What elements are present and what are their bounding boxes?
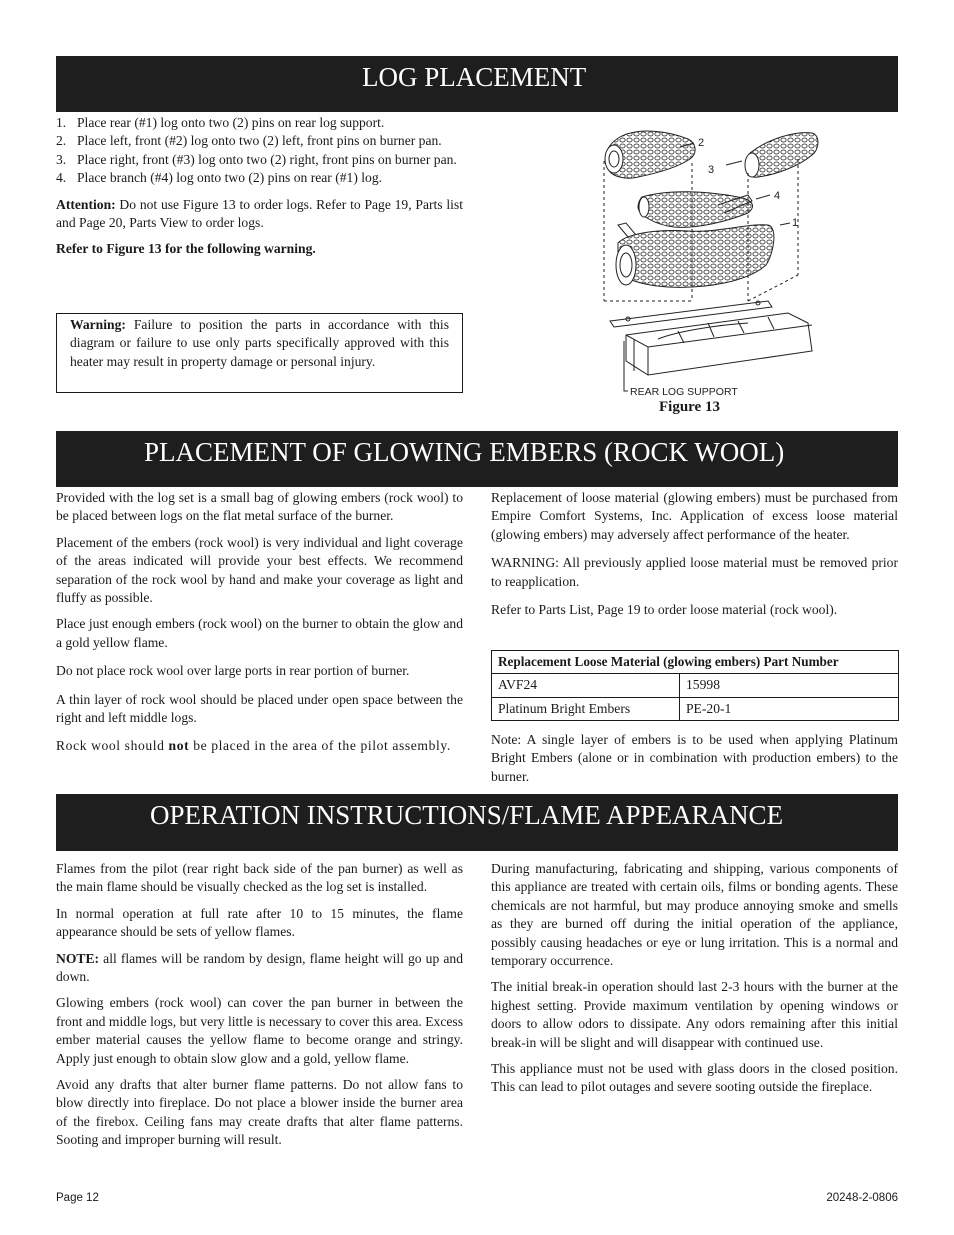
callout-3: 3 bbox=[708, 164, 715, 176]
log-placement-diagram bbox=[598, 125, 838, 405]
embers-paragraph: Replacement of loose material (glowing embers) must be purchased from Empire Comfort Systems, Inc. Application of excess loose material (glowing embers) may adversely affect performance of the heater. bbox=[491, 490, 898, 542]
log-placement-banner bbox=[56, 56, 898, 112]
table-header: Replacement Loose Material (glowing embers) Part Number bbox=[492, 651, 899, 674]
log-2 bbox=[605, 131, 695, 178]
rear-log-support-label: REAR LOG SUPPORT bbox=[630, 386, 738, 398]
table-header-row bbox=[492, 651, 899, 674]
log-3 bbox=[745, 133, 818, 177]
operation-paragraph: During manufacturing, fabricating and shipping, various components of this appliance are treated with certain oils, films or bonding agents. These chemicals are not harmful, but may produce annoying smoke and smells as they are burned off during the initial operation of the appliance, possibly causing headaches or eye or lung irritation. This is a normal and temporary occurrence. bbox=[491, 861, 898, 969]
embers-paragraph-pilot: Rock wool should not be placed in the area of the pilot assembly. bbox=[56, 738, 451, 754]
refer-warning-line: Refer to Figure 13 for the following warning. bbox=[56, 241, 316, 257]
embers-paragraph: Do not place rock wool over large ports in rear portion of burner. bbox=[56, 663, 410, 679]
warning-label: Warning: bbox=[70, 317, 126, 332]
document-number: 20248-2-0806 bbox=[826, 1192, 898, 1204]
table-row bbox=[492, 697, 899, 720]
table-row bbox=[492, 674, 899, 697]
loose-material-table bbox=[491, 650, 899, 721]
log-1 bbox=[616, 223, 774, 287]
embers-paragraph: WARNING: All previously applied loose material must be removed prior to reapplication. bbox=[491, 555, 898, 589]
operation-paragraph: This appliance must not be used with glass doors in the closed position. This can lead to pilot outages and severe sooting outside the fireplace. bbox=[491, 1061, 898, 1095]
list-item: 3. Place right, front (#3) log onto two (2) right, front pins on burner pan. bbox=[56, 151, 457, 167]
embers-paragraph: A thin layer of rock wool should be placed under open space between the right and left middle logs. bbox=[56, 691, 463, 726]
log-placement-steps-column bbox=[56, 114, 463, 267]
list-item: 1. Place rear (#1) log onto two (2) pins on rear log support. bbox=[56, 115, 385, 130]
table-cell-part: 15998 bbox=[680, 674, 899, 697]
embers-paragraph: Provided with the log set is a small bag of glowing embers (rock wool) to be placed between logs on the flat metal surface of the burner. bbox=[56, 490, 463, 524]
burner-pan bbox=[610, 301, 812, 375]
operation-banner bbox=[56, 794, 898, 851]
log-placement-title: LOG PLACEMENT bbox=[362, 62, 587, 92]
embers-paragraph: Refer to Parts List, Page 19 to order loose material (rock wool). bbox=[491, 602, 838, 618]
page-number: Page 12 bbox=[56, 1192, 99, 1204]
figure-caption: Figure 13 bbox=[659, 399, 720, 415]
operation-paragraph: The initial break-in operation should last 2-3 hours with the burner at the highest setting. Provide maximum ventilation by opening windows or doors to allow odors to dissipate. Any odors remaining after this initial break-in will be slight and will disappear with continued use. bbox=[491, 979, 898, 1050]
table-cell-part: PE-20-1 bbox=[680, 697, 899, 720]
callout-2: 2 bbox=[698, 137, 705, 149]
log-steps-list bbox=[56, 114, 463, 188]
table-cell-name: Platinum Bright Embers bbox=[492, 697, 680, 720]
attention-paragraph: Attention: Do not use Figure 13 to order logs. Refer to Page 19, Parts list and Page 20, Parts View to order logs. bbox=[56, 196, 463, 231]
operation-left-column bbox=[56, 860, 463, 1158]
list-item: 4. Place branch (#4) log onto two (2) pins on rear (#1) log. bbox=[56, 170, 383, 186]
operation-title: OPERATION INSTRUCTIONS/FLAME APPEARANCE bbox=[150, 800, 784, 830]
operation-paragraph: Avoid any drafts that alter burner flame patterns. Do not allow fans to blow directly into fireplace. Do not place a blower inside the burner area of the firebox. Ceiling fans may create drafts that alter flame patterns. Sooting and improper burning will result. bbox=[56, 1077, 463, 1148]
embers-paragraph: Place just enough embers (rock wool) on the burner to obtain the glow and a gold yellow flame. bbox=[56, 616, 463, 650]
embers-note: Note: A single layer of embers is to be used when applying Platinum Bright Embers (alone or in combination with production embers) to the burner. bbox=[491, 732, 898, 784]
log-4 bbox=[638, 192, 753, 228]
table-cell-name: AVF24 bbox=[492, 674, 680, 697]
embers-title: PLACEMENT OF GLOWING EMBERS (ROCK WOOL) bbox=[144, 437, 785, 467]
list-item: 2. Place left, front (#2) log onto two (2) left, front pins on burner pan. bbox=[56, 133, 442, 149]
operation-right-column bbox=[491, 860, 898, 1105]
operation-paragraph: In normal operation at full rate after 10 to 15 minutes, the flame appearance should be sets of yellow flames. bbox=[56, 905, 463, 940]
embers-banner bbox=[56, 431, 898, 487]
warning-text: Failure to position the parts in accordance with this diagram or failure to use only parts specifically approved with this heater may result in property damage or personal injury. bbox=[70, 317, 449, 369]
callout-1: 1 bbox=[792, 217, 799, 229]
operation-note: NOTE: all flames will be random by design, flame height will go up and down. bbox=[56, 950, 463, 985]
warning-box bbox=[56, 313, 463, 393]
embers-paragraph: Placement of the embers (rock wool) is very individual and light coverage of the areas indicated will provide your best effects. We recommend separation of the rock wool by hand and make your coverage as light and fluffy as possible. bbox=[56, 534, 463, 606]
embers-right-column bbox=[491, 489, 898, 627]
embers-left-column bbox=[56, 489, 463, 764]
callout-4: 4 bbox=[774, 190, 781, 202]
operation-paragraph: Flames from the pilot (rear right back side of the pan burner) as well as the main flame should be visually checked as the log set is installed. bbox=[56, 861, 463, 895]
operation-paragraph: Glowing embers (rock wool) can cover the pan burner in between the front and middle logs, but very little is necessary to cover this area. Excess ember material causes the yellow flame to become orange and stringy. Apply just enough to obtain slow glow and a gold, yellow flame. bbox=[56, 995, 463, 1066]
